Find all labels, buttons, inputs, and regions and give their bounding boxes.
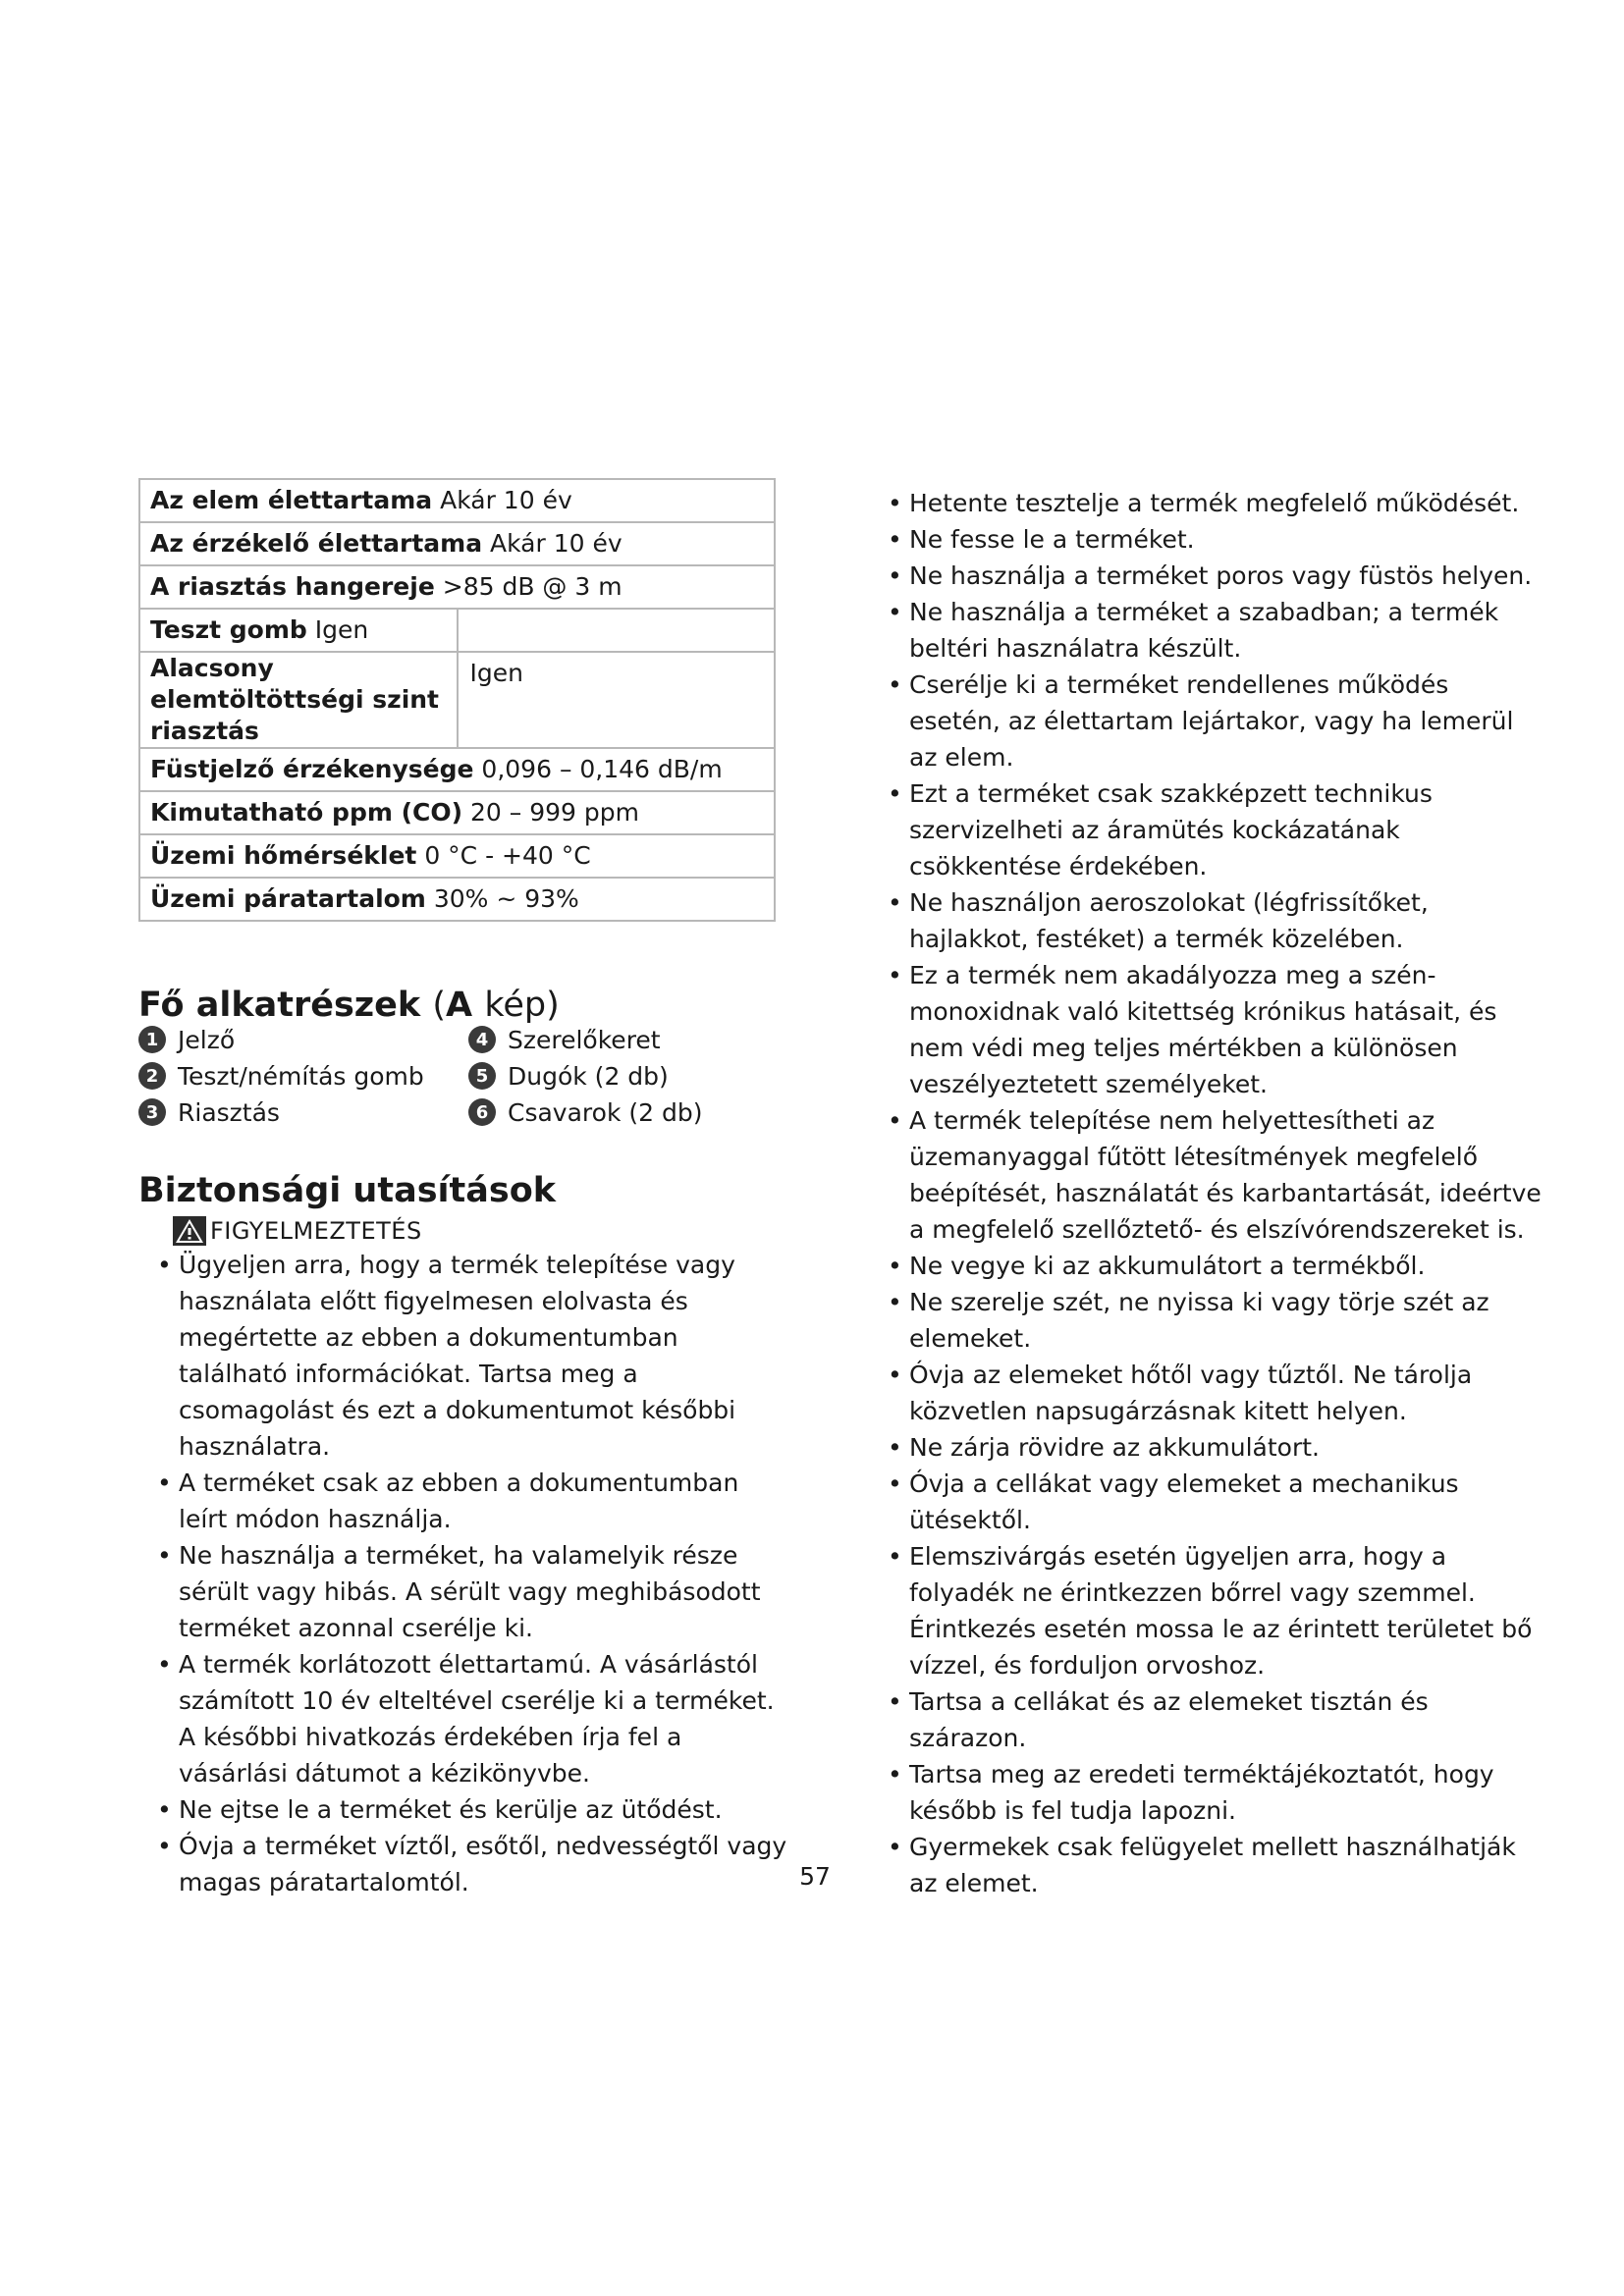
spec-value: 0 °C - +40 °C — [424, 841, 591, 870]
spec-row — [139, 479, 775, 522]
list-item: • Tartsa a cellákat és az elemeket tisztán és szárazon. — [864, 1683, 1547, 1756]
part-label: Teszt/némítás gomb — [178, 1061, 424, 1091]
list-item: • A termék korlátozott élettartamú. A vásárlástól számított 10 év elteltével cserélje ki a terméket. A későbbi hivatkozás érdekében írja fel a vásárlási dátumot a kézikönyvbe. — [134, 1646, 787, 1791]
bullet: • — [888, 888, 902, 917]
bullet: • — [888, 670, 902, 699]
bullet: • — [888, 1760, 902, 1789]
spec-value: Igen — [469, 659, 523, 687]
part-item — [138, 1095, 280, 1129]
list-item: • Ne fesse le a terméket. — [864, 521, 1547, 558]
spec-value: 20 – 999 ppm — [470, 798, 639, 827]
warning-text: FIGYELMEZTETÉS — [210, 1217, 422, 1245]
list-item: • Ne zárja rövidre az akkumulátort. — [864, 1429, 1547, 1466]
list-item: • Ügyeljen arra, hogy a termék telepítése vagy használata előtt figyelmesen elolvasta és megértette az ebben a dokumentumban található információkat. Tartsa meg a csomagolást és ezt a dokumentumot későbbi használatra. — [134, 1247, 787, 1465]
bullet: • — [888, 525, 902, 554]
bullet: • — [888, 1687, 902, 1716]
spec-row — [139, 878, 775, 921]
part-number: 1 — [138, 1026, 166, 1053]
list-item: • Ne ejtse le a terméket és kerülje az ütődést. — [134, 1791, 787, 1828]
part-number: 4 — [468, 1026, 496, 1053]
part-item — [138, 1059, 424, 1093]
spec-label: Kimutatható ppm (CO) — [150, 798, 463, 827]
bullet: • — [888, 1106, 902, 1135]
spec-row — [139, 652, 775, 748]
bullet: • — [888, 1252, 902, 1280]
bullet: • — [157, 1795, 172, 1824]
spec-label: Az elem élettartama — [150, 486, 433, 514]
part-item — [138, 1023, 235, 1056]
spec-label: Teszt gomb — [150, 615, 307, 644]
warning-label — [173, 1214, 422, 1248]
bullet: • — [888, 961, 902, 989]
spec-value: Akár 10 év — [490, 529, 623, 558]
spec-label: A riasztás hangereje — [150, 572, 435, 601]
part-item — [468, 1023, 661, 1056]
spec-row — [139, 834, 775, 878]
list-item: • Ez a termék nem akadályozza meg a szén-monoxidnak való kitettség krónikus hatásait, és nem védi meg teljes mértékben a különösen veszélyeztetett személyeket. — [864, 957, 1547, 1102]
spec-value: 30% ~ 93% — [433, 884, 579, 913]
safety-list-right — [864, 485, 1542, 1901]
list-item: • Hetente tesztelje a termék megfelelő működését. — [864, 485, 1547, 521]
bullet: • — [888, 1361, 902, 1389]
bullet: • — [888, 1288, 902, 1316]
warning-triangle-icon — [173, 1216, 206, 1246]
list-item: • A termék telepítése nem helyettesítheti az üzemanyaggal fűtött létesítmények megfelelő beépítését, használatát és karbantartását, ideértve a megfelelő szellőztető- és elszívórendszereket is. — [864, 1102, 1547, 1248]
part-number: 6 — [468, 1098, 496, 1126]
bullet: • — [888, 1542, 902, 1571]
spec-label: Az érzékelő élettartama — [150, 529, 483, 558]
spec-value: Igen — [314, 615, 369, 644]
parts-heading: Fő alkatrészek (A kép) — [138, 986, 560, 1025]
list-item: • Óvja az elemeket hőtől vagy tűztől. Ne tárolja közvetlen napsugárzásnak kitett helyen. — [864, 1357, 1547, 1429]
safety-list-left — [134, 1247, 787, 1900]
part-label: Csavarok (2 db) — [508, 1097, 703, 1127]
list-item: • Ne használjon aeroszolokat (légfrissítőket, hajlakkot, festéket) a termék közelében. — [864, 884, 1547, 957]
bullet: • — [157, 1650, 172, 1679]
spec-row — [139, 791, 775, 834]
part-item — [468, 1059, 669, 1093]
safety-heading: Biztonsági utasítások — [138, 1171, 557, 1210]
list-item: • Elemszivárgás esetén ügyeljen arra, hogy a folyadék ne érintkezzen bőrrel vagy szemmel. Érintkezés esetén mossa le az érintett területet bő vízzel, és forduljon orvoshoz. — [864, 1538, 1547, 1683]
bullet: • — [888, 1833, 902, 1861]
spec-row — [139, 609, 775, 652]
list-item: • Tartsa meg az eredeti terméktájékoztatót, hogy később is fel tudja lapozni. — [864, 1756, 1547, 1829]
part-label: Jelző — [178, 1025, 236, 1054]
part-number: 5 — [468, 1062, 496, 1090]
bullet: • — [157, 1832, 172, 1860]
spec-value: Akár 10 év — [440, 486, 572, 514]
spec-row — [139, 522, 775, 565]
list-item: • Cserélje ki a terméket rendellenes működés esetén, az élettartam lejártakor, vagy ha lemerül az elem. — [864, 667, 1547, 775]
bullet: • — [888, 1469, 902, 1498]
list-item: • Óvja a cellákat vagy elemeket a mechanikus ütésektől. — [864, 1466, 1547, 1538]
part-number: 3 — [138, 1098, 166, 1126]
parts-title: Fő alkatrészek — [138, 986, 421, 1025]
bullet: • — [888, 779, 902, 808]
part-number: 2 — [138, 1062, 166, 1090]
list-item: • Ne szerelje szét, ne nyissa ki vagy törje szét az elemeket. — [864, 1284, 1547, 1357]
bullet: • — [888, 598, 902, 626]
spec-row — [139, 748, 775, 791]
spec-value: 0,096 – 0,146 dB/m — [481, 755, 723, 783]
spec-row — [139, 565, 775, 609]
list-item: • Ezt a terméket csak szakképzett technikus szervizelheti az áramütés kockázatának csökkentése érdekében. — [864, 775, 1547, 884]
page-number: 57 — [799, 1862, 831, 1891]
bullet: • — [888, 561, 902, 590]
part-label: Riasztás — [178, 1097, 280, 1127]
spec-label: Üzemi hőmérséklet — [150, 841, 417, 870]
parts-title-figure: A — [446, 986, 473, 1025]
spec-label: Füstjelző érzékenysége — [150, 755, 474, 783]
bullet: • — [888, 1433, 902, 1462]
list-item: • Óvja a terméket víztől, esőtől, nedvességtől vagy magas páratartalomtól. — [134, 1828, 787, 1900]
list-item: • Ne használja a terméket a szabadban; a termék beltéri használatra készült. — [864, 594, 1547, 667]
part-item — [468, 1095, 702, 1129]
spec-label: Üzemi páratartalom — [150, 884, 426, 913]
spec-label: Alacsony elemtöltöttségi szint riasztás — [150, 654, 440, 745]
list-item: • Ne vegye ki az akkumulátort a termékből. — [864, 1248, 1547, 1284]
bullet: • — [157, 1468, 172, 1497]
list-item: • Ne használja a terméket poros vagy füstös helyen. — [864, 558, 1547, 594]
spec-table — [138, 478, 776, 922]
bullet: • — [157, 1251, 172, 1279]
part-label: Szerelőkeret — [508, 1025, 661, 1054]
spec-value: >85 dB @ 3 m — [442, 572, 623, 601]
list-item: • A terméket csak az ebben a dokumentumban leírt módon használja. — [134, 1465, 787, 1537]
bullet: • — [888, 489, 902, 517]
part-label: Dugók (2 db) — [508, 1061, 669, 1091]
list-item: • Gyermekek csak felügyelet mellett használhatják az elemet. — [864, 1829, 1547, 1901]
list-item: • Ne használja a terméket, ha valamelyik része sérült vagy hibás. A sérült vagy meghibásodott terméket azonnal cserélje ki. — [134, 1537, 787, 1646]
parts-title-suffix: kép — [484, 986, 547, 1025]
bullet: • — [157, 1541, 172, 1570]
